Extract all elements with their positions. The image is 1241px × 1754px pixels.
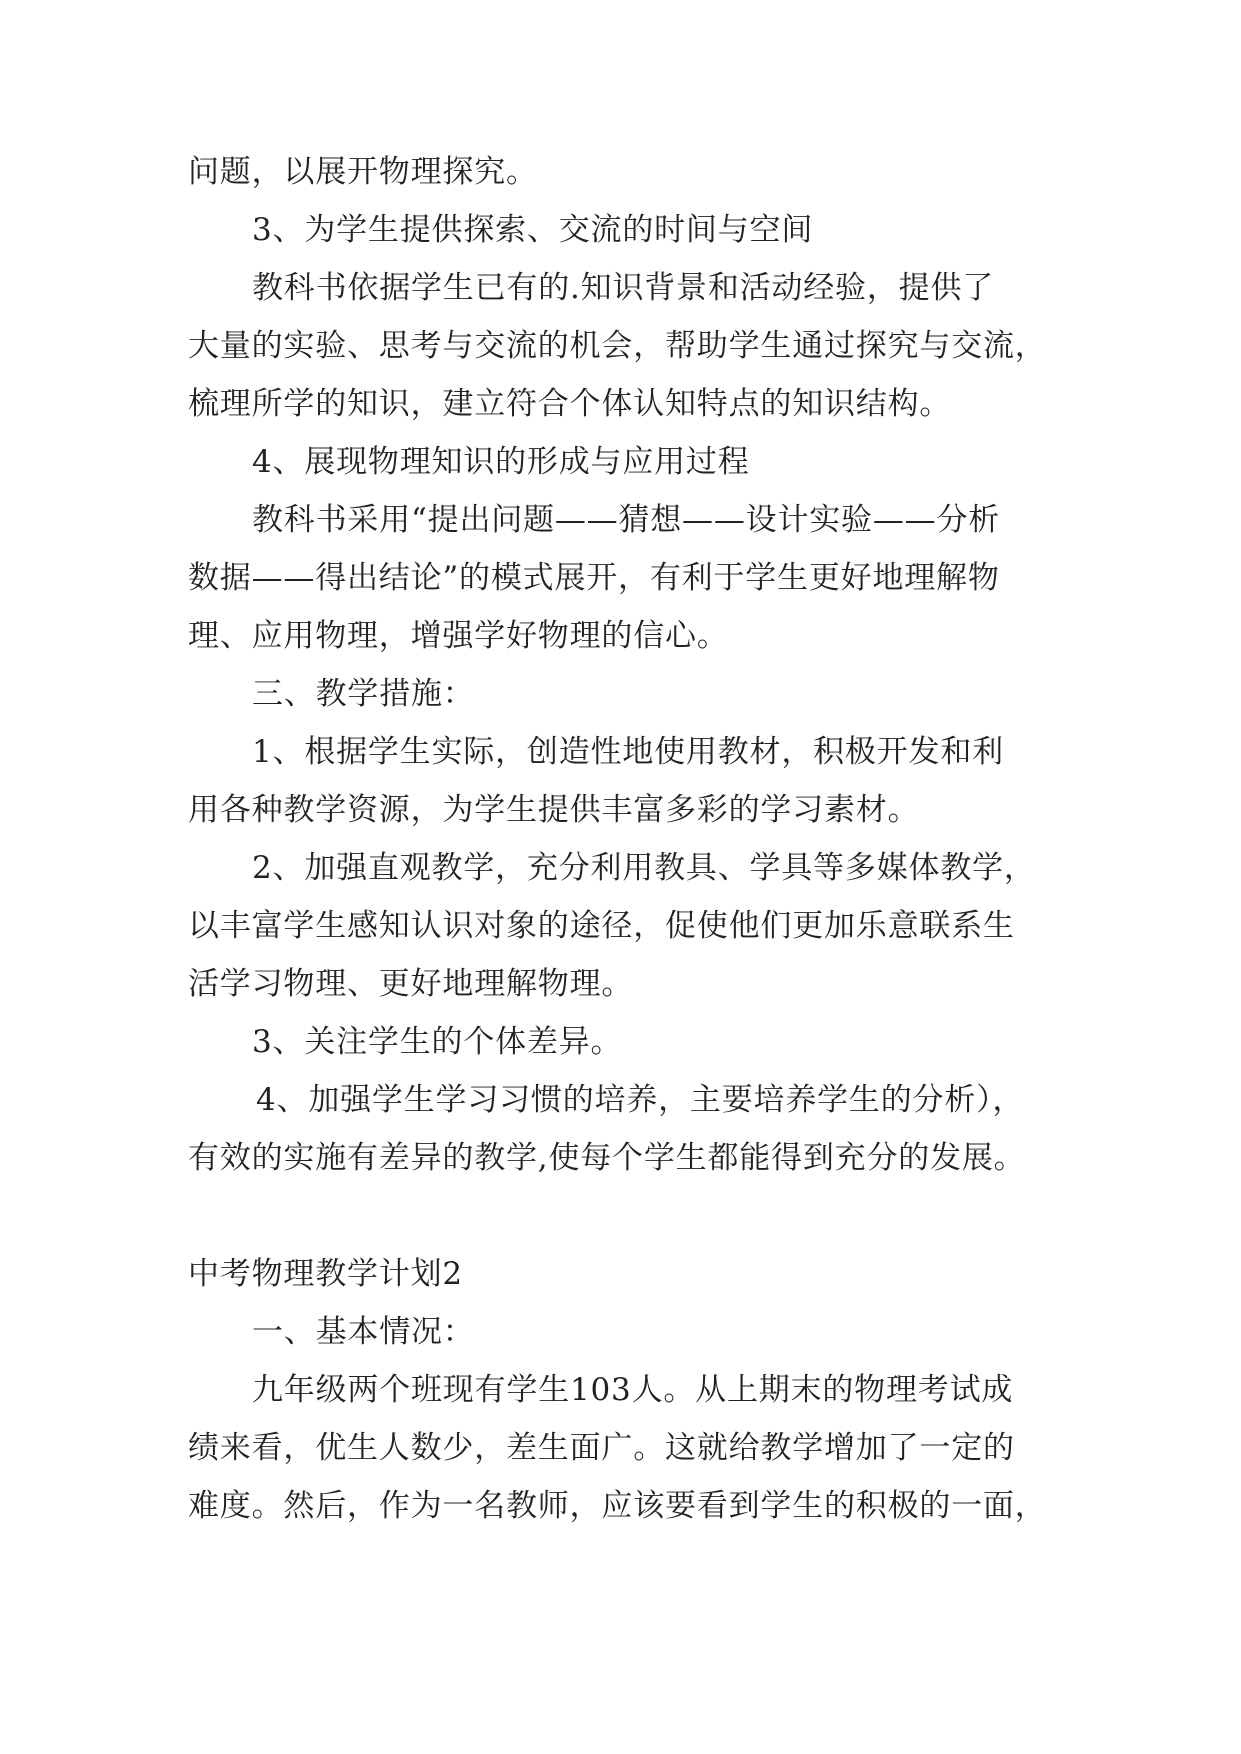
section-heading: 4、展现物理知识的形成与应用过程 (252, 444, 750, 480)
text-line: 活学习物理、更好地理解物理。 (188, 966, 634, 1002)
text-line: 用各种教学资源，为学生提供丰富多彩的学习素材。 (188, 792, 920, 828)
text-line: 问题，以展开物理探究。 (188, 154, 538, 190)
text-line: 九年级两个班现有学生103人。从上期末的物理考试成 (252, 1372, 1014, 1408)
text-line: 大量的实验、思考与交流的机会，帮助学生通过探究与交流， (188, 328, 1047, 364)
text-line: 4、加强学生学习习惯的培养，主要培养学生的分析）， (256, 1082, 1025, 1118)
text-line: 绩来看，优生人数少，差生面广。这就给教学增加了一定的 (188, 1430, 1015, 1466)
text-line: 理、应用物理，增强学好物理的信心。 (188, 618, 729, 654)
text-line: 3、关注学生的个体差异。 (252, 1024, 623, 1060)
text-line: 1、根据学生实际，创造性地使用教材，积极开发和利 (252, 734, 1004, 770)
document-title: 中考物理教学计划2 (188, 1256, 463, 1292)
text-line: 2、加强直观教学，充分利用教具、学具等多媒体教学， (252, 850, 1036, 886)
text-line: 教科书依据学生已有的.知识背景和活动经验，提供了 (252, 270, 995, 306)
text-line: 难度。然后，作为一名教师，应该要看到学生的积极的一面， (188, 1488, 1047, 1524)
text-line: 教科书采用“提出问题——猜想——设计实验——分析 (252, 502, 1001, 538)
text-line: 以丰富学生感知认识对象的途径，促使他们更加乐意联系生 (188, 908, 1015, 944)
text-line: 数据——得出结论”的模式展开，有利于学生更好地理解物 (188, 560, 1000, 596)
section-heading: 一、基本情况： (252, 1314, 475, 1350)
section-heading: 三、教学措施： (252, 676, 475, 712)
section-heading: 3、为学生提供探索、交流的时间与空间 (252, 212, 814, 248)
text-line: 有效的实施有差异的教学,使每个学生都能得到充分的发展。 (188, 1140, 1026, 1176)
text-line: 梳理所学的知识，建立符合个体认知特点的知识结构。 (188, 386, 952, 422)
